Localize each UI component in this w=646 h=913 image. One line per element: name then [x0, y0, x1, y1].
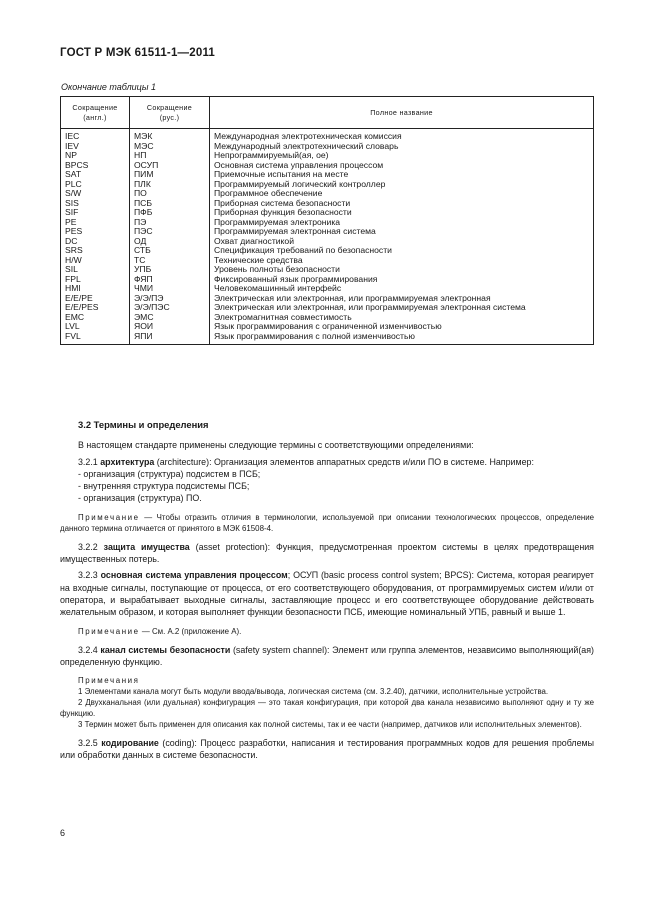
cell-abbr-ru: НП — [130, 151, 210, 161]
term-number: 3.2.5 — [78, 738, 98, 749]
term-number: 3.2.2 — [78, 541, 98, 552]
cell-abbr-ru: Э/Э/ПЭ — [130, 294, 210, 304]
cell-abbr-en: FPL — [61, 275, 130, 285]
cell-full-name: Международная электротехническая комиссия — [210, 129, 594, 142]
note-3-2-3 — [60, 626, 594, 637]
cell-full-name: Язык программирования с полной изменчивостью — [210, 332, 594, 345]
cell-abbr-ru: УПБ — [130, 265, 210, 275]
cell-abbr-en: FVL — [61, 332, 130, 345]
cell-abbr-en: E/E/PE — [61, 294, 130, 304]
list-item: - внутренняя структура подсистемы ПСБ; — [78, 481, 250, 492]
cell-abbr-en: SIS — [61, 199, 130, 209]
cell-full-name: Электрическая или электронная, или программируемая электронная — [210, 294, 594, 304]
cell-full-name: Приборная система безопасности — [210, 199, 594, 209]
list-item: - организация (структура) ПО. — [78, 493, 202, 504]
cell-abbr-ru: ЯПИ — [130, 332, 210, 345]
section-intro: В настоящем стандарте применены следующие термины с соответствующими определениями: — [78, 440, 474, 451]
abbreviations-table — [60, 96, 594, 345]
cell-full-name: Технические средства — [210, 256, 594, 266]
cell-abbr-en: PES — [61, 227, 130, 237]
term-name: архитектура — [100, 456, 155, 467]
page-number: 6 — [60, 828, 66, 838]
term-number: 3.2.3 — [78, 570, 98, 581]
cell-abbr-ru: ЧМИ — [130, 284, 210, 294]
note-item: 3 Термин может быть применен для описания как полной системы, так и ее части (например, датчиков или исполнительных элементов). — [78, 720, 582, 730]
cell-abbr-ru: ФЯП — [130, 275, 210, 285]
col-header-full-name-text: Полное название — [370, 107, 433, 117]
cell-abbr-ru: ОСУП — [130, 161, 210, 171]
cell-abbr-en: SAT — [61, 170, 130, 180]
cell-full-name: Электромагнитная совместимость — [210, 313, 594, 323]
cell-abbr-en: EMC — [61, 313, 130, 323]
col-header-abbr-en — [61, 97, 130, 129]
term-3-2-5 — [60, 737, 594, 762]
table-row — [61, 332, 594, 345]
cell-abbr-en: DC — [61, 237, 130, 247]
cell-abbr-en: S/W — [61, 189, 130, 199]
document-header: ГОСТ Р МЭК 61511-1—2011 — [60, 47, 216, 59]
note-item: 2 Двухканальная (или дуальная) конфигурация — это такая конфигурация, при которой два канала независимо выполняют одну и ту же функцию. — [60, 698, 594, 719]
term-name: защита имущества — [103, 541, 190, 552]
cell-abbr-ru: МЭС — [130, 142, 210, 152]
cell-abbr-ru: ЭМС — [130, 313, 210, 323]
cell-full-name: Спецификация требований по безопасности — [210, 246, 594, 256]
cell-abbr-ru: Э/Э/ПЭС — [130, 303, 210, 313]
cell-abbr-ru: МЭК — [130, 129, 210, 142]
cell-full-name: Приемочные испытания на месте — [210, 170, 594, 180]
cell-abbr-en: LVL — [61, 322, 130, 332]
cell-abbr-en: E/E/PES — [61, 303, 130, 313]
cell-full-name: Язык программирования с ограниченной изменчивостью — [210, 322, 594, 332]
cell-abbr-en: H/W — [61, 256, 130, 266]
term-name: основная система управления процессом — [100, 570, 288, 581]
note-label: Примечание — [78, 626, 140, 636]
note-text: — См. А.2 (приложение А). — [139, 626, 242, 636]
cell-abbr-ru: ПФБ — [130, 208, 210, 218]
term-definition: ; ОСУП (basic process control system; BPCS): Система, которая реагирует на входные сигналы, поступающие от процесса, от его соответствующего оборудования, от программируемых систем и/или от оператора, и вырабатывает выходные сигналы, заставляющие процесс и его соответствующее оборудование действовать желательным образом, и которая выполняет функции безопасности ПСБ, имеющие номинальный УПБ, равный и выше 1. — [60, 570, 595, 618]
col-header-abbr-ru — [130, 97, 210, 129]
cell-abbr-ru: ПСБ — [130, 199, 210, 209]
cell-abbr-en: SIF — [61, 208, 130, 218]
cell-abbr-ru: СТБ — [130, 246, 210, 256]
table-caption: Окончание таблицы 1 — [61, 82, 156, 92]
term-3-2-1 — [60, 456, 594, 468]
table-header-row — [61, 97, 594, 129]
term-definition: (asset protection): Функция, предусмотренная проектом системы в целях предотвращения имущественных потерь. — [60, 541, 594, 565]
cell-abbr-en: IEV — [61, 142, 130, 152]
section-3-2 — [60, 419, 594, 762]
cell-abbr-ru: ПЭ — [130, 218, 210, 228]
term-definition: (coding): Процесс разработки, написания и тестирования программных кодов для решения проблемы или обработки данных в системе безопасности. — [60, 738, 594, 761]
cell-abbr-en: NP — [61, 151, 130, 161]
cell-full-name: Программируемый логический контроллер — [210, 180, 594, 190]
term-definition: (safety system channel): Элемент или группа элементов, независимо выполняющий(ая) определенную функцию. — [60, 644, 594, 667]
note-text: — Чтобы отразить отличия в терминологии, используемой при описании технологических процессов, определение данного термина отличается от принятого в МЭК 61508-4. — [60, 512, 594, 533]
cell-abbr-ru: ПЛК — [130, 180, 210, 190]
term-name: кодирование — [101, 738, 159, 749]
cell-abbr-ru: ОД — [130, 237, 210, 247]
cell-full-name: Программируемая электронная система — [210, 227, 594, 237]
cell-abbr-en: SRS — [61, 246, 130, 256]
cell-full-name: Охват диагностикой — [210, 237, 594, 247]
term-3-2-3 — [60, 569, 594, 618]
cell-abbr-ru: ЯОИ — [130, 322, 210, 332]
notes-label: Примечания — [78, 676, 140, 686]
cell-abbr-ru: ПЭС — [130, 227, 210, 237]
cell-full-name: Приборная функция безопасности — [210, 208, 594, 218]
cell-abbr-en: BPCS — [61, 161, 130, 171]
cell-full-name: Основная система управления процессом — [210, 161, 594, 171]
cell-abbr-ru: ПО — [130, 189, 210, 199]
cell-abbr-en: HMI — [61, 284, 130, 294]
table-row — [61, 129, 594, 142]
note-item: 1 Элементами канала могут быть модули ввода/вывода, логическая система (см. 3.2.40), датчики, исполнительные устройства. — [78, 687, 549, 697]
col-header-full-name — [210, 97, 594, 129]
term-3-2-4 — [60, 644, 594, 669]
note-label: Примечание — [78, 512, 140, 522]
term-name: канал системы безопасности — [100, 644, 231, 655]
cell-abbr-ru: ТС — [130, 256, 210, 266]
cell-full-name: Непрограммируемый(ая, ое) — [210, 151, 594, 161]
cell-full-name: Международный электротехнический словарь — [210, 142, 594, 152]
col-header-abbr-ru-text: Сокращение (рус.) — [146, 103, 193, 122]
cell-full-name: Программное обеспечение — [210, 189, 594, 199]
cell-abbr-en: PLC — [61, 180, 130, 190]
note-3-2-1 — [60, 512, 594, 534]
list-item: - организация (структура) подсистем в ПСБ; — [78, 468, 261, 479]
cell-abbr-en: SIL — [61, 265, 130, 275]
cell-full-name: Фиксированный язык программирования — [210, 275, 594, 285]
term-definition: (architecture): Организация элементов аппаратных средств и/или ПО в системе. Например: — [154, 456, 534, 467]
cell-abbr-en: PE — [61, 218, 130, 228]
cell-abbr-en: IEC — [61, 129, 130, 142]
cell-full-name: Человекомашинный интерфейс — [210, 284, 594, 294]
cell-abbr-ru: ПИМ — [130, 170, 210, 180]
cell-full-name: Программируемая электроника — [210, 218, 594, 228]
cell-full-name: Уровень полноты безопасности — [210, 265, 594, 275]
term-number: 3.2.1 — [78, 456, 98, 467]
cell-full-name: Электрическая или электронная, или программируемая электронная система — [210, 303, 594, 313]
table-body — [61, 129, 594, 345]
col-header-abbr-en-text: Сокращение (англ.) — [72, 103, 118, 122]
section-title: 3.2 Термины и определения — [78, 419, 209, 430]
term-3-2-2 — [60, 541, 594, 566]
term-number: 3.2.4 — [78, 644, 98, 655]
